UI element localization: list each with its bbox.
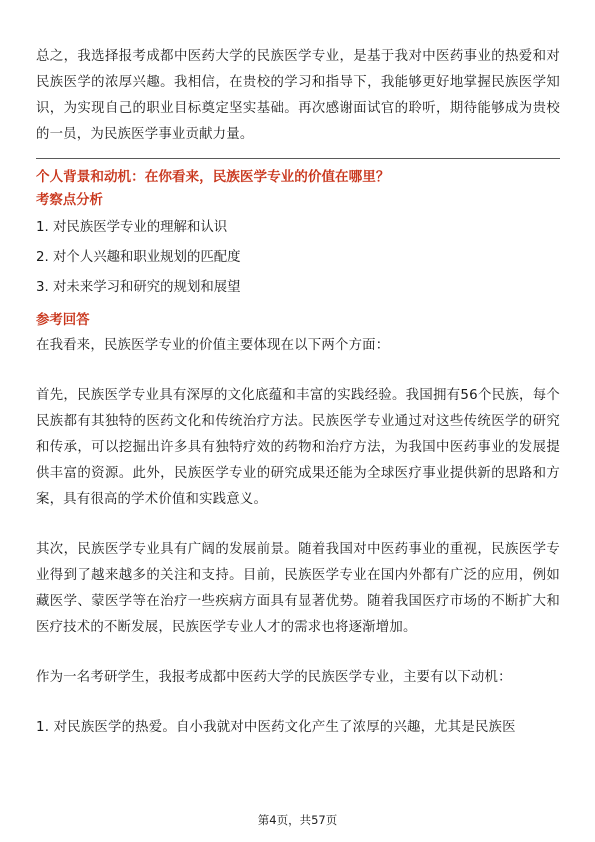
page-footer: 第4页，共57页	[257, 813, 338, 827]
answer-paragraph: 其次，民族医学专业具有广阔的发展前景。随着我国对中医药事业的重视，民族医学专业得到了越来越多的关注和支持。目前，民族医学专业在国内外都有广泛的应用，例如藏医学、蒙医学等在治疗一些疾病方面具有显著优势。随着我国医疗市场的不断扩大和医疗技术的不断发展，民族医学专业人才的需求也将逐渐增加。	[36, 542, 560, 635]
answer-paragraph: 1. 对民族医学的热爱。自小我就对中医药文化产生了浓厚的兴趣，尤其是民族医	[36, 720, 516, 735]
analysis-item: 1. 对民族医学专业的理解和认识	[36, 220, 228, 235]
paragraph-gap	[36, 691, 560, 715]
paragraph-gap	[36, 359, 560, 383]
answer-paragraph: 作为一名考研学生，我报考成都中医药大学的民族医学专业，主要有以下动机：	[36, 670, 512, 685]
document-page	[36, 44, 560, 741]
analysis-item: 2. 对个人兴趣和职业规划的匹配度	[36, 250, 241, 265]
intro-paragraph: 总之，我选择报考成都中医药大学的民族医学专业，是基于我对中医药事业的热爱和对民族医学的浓厚兴趣。我相信，在贵校的学习和指导下，我能够更好地掌握民族医学知识，为实现自己的职业目标奠定坚实基础。再次感谢面试官的聆听，期待能够成为贵校的一员，为民族医学事业贡献力量。	[36, 49, 560, 142]
paragraph-gap	[36, 513, 560, 537]
answer-heading: 参考回答	[36, 313, 90, 328]
section-divider	[36, 158, 560, 159]
answer-lead: 在我看来，民族医学专业的价值主要体现在以下两个方面：	[36, 338, 390, 353]
analysis-item: 3. 对未来学习和研究的规划和展望	[36, 280, 241, 295]
interview-question: 个人背景和动机：在你看来，民族医学专业的价值在哪里？	[36, 169, 390, 185]
paragraph-gap	[36, 641, 560, 665]
analysis-heading: 考察点分析	[36, 193, 103, 208]
answer-paragraph: 首先，民族医学专业具有深厚的文化底蕴和丰富的实践经验。我国拥有56个民族，每个民族都有其独特的医药文化和传统治疗方法。民族医学专业通过对这些传统医学的研究和传承，可以挖掘出许多具有独特疗效的药物和治疗方法，为我国中医药事业的发展提供丰富的资源。此外，民族医学专业的研究成果还能为全球医疗事业提供新的思路和方案，具有很高的学术价值和实践意义。	[36, 388, 560, 507]
